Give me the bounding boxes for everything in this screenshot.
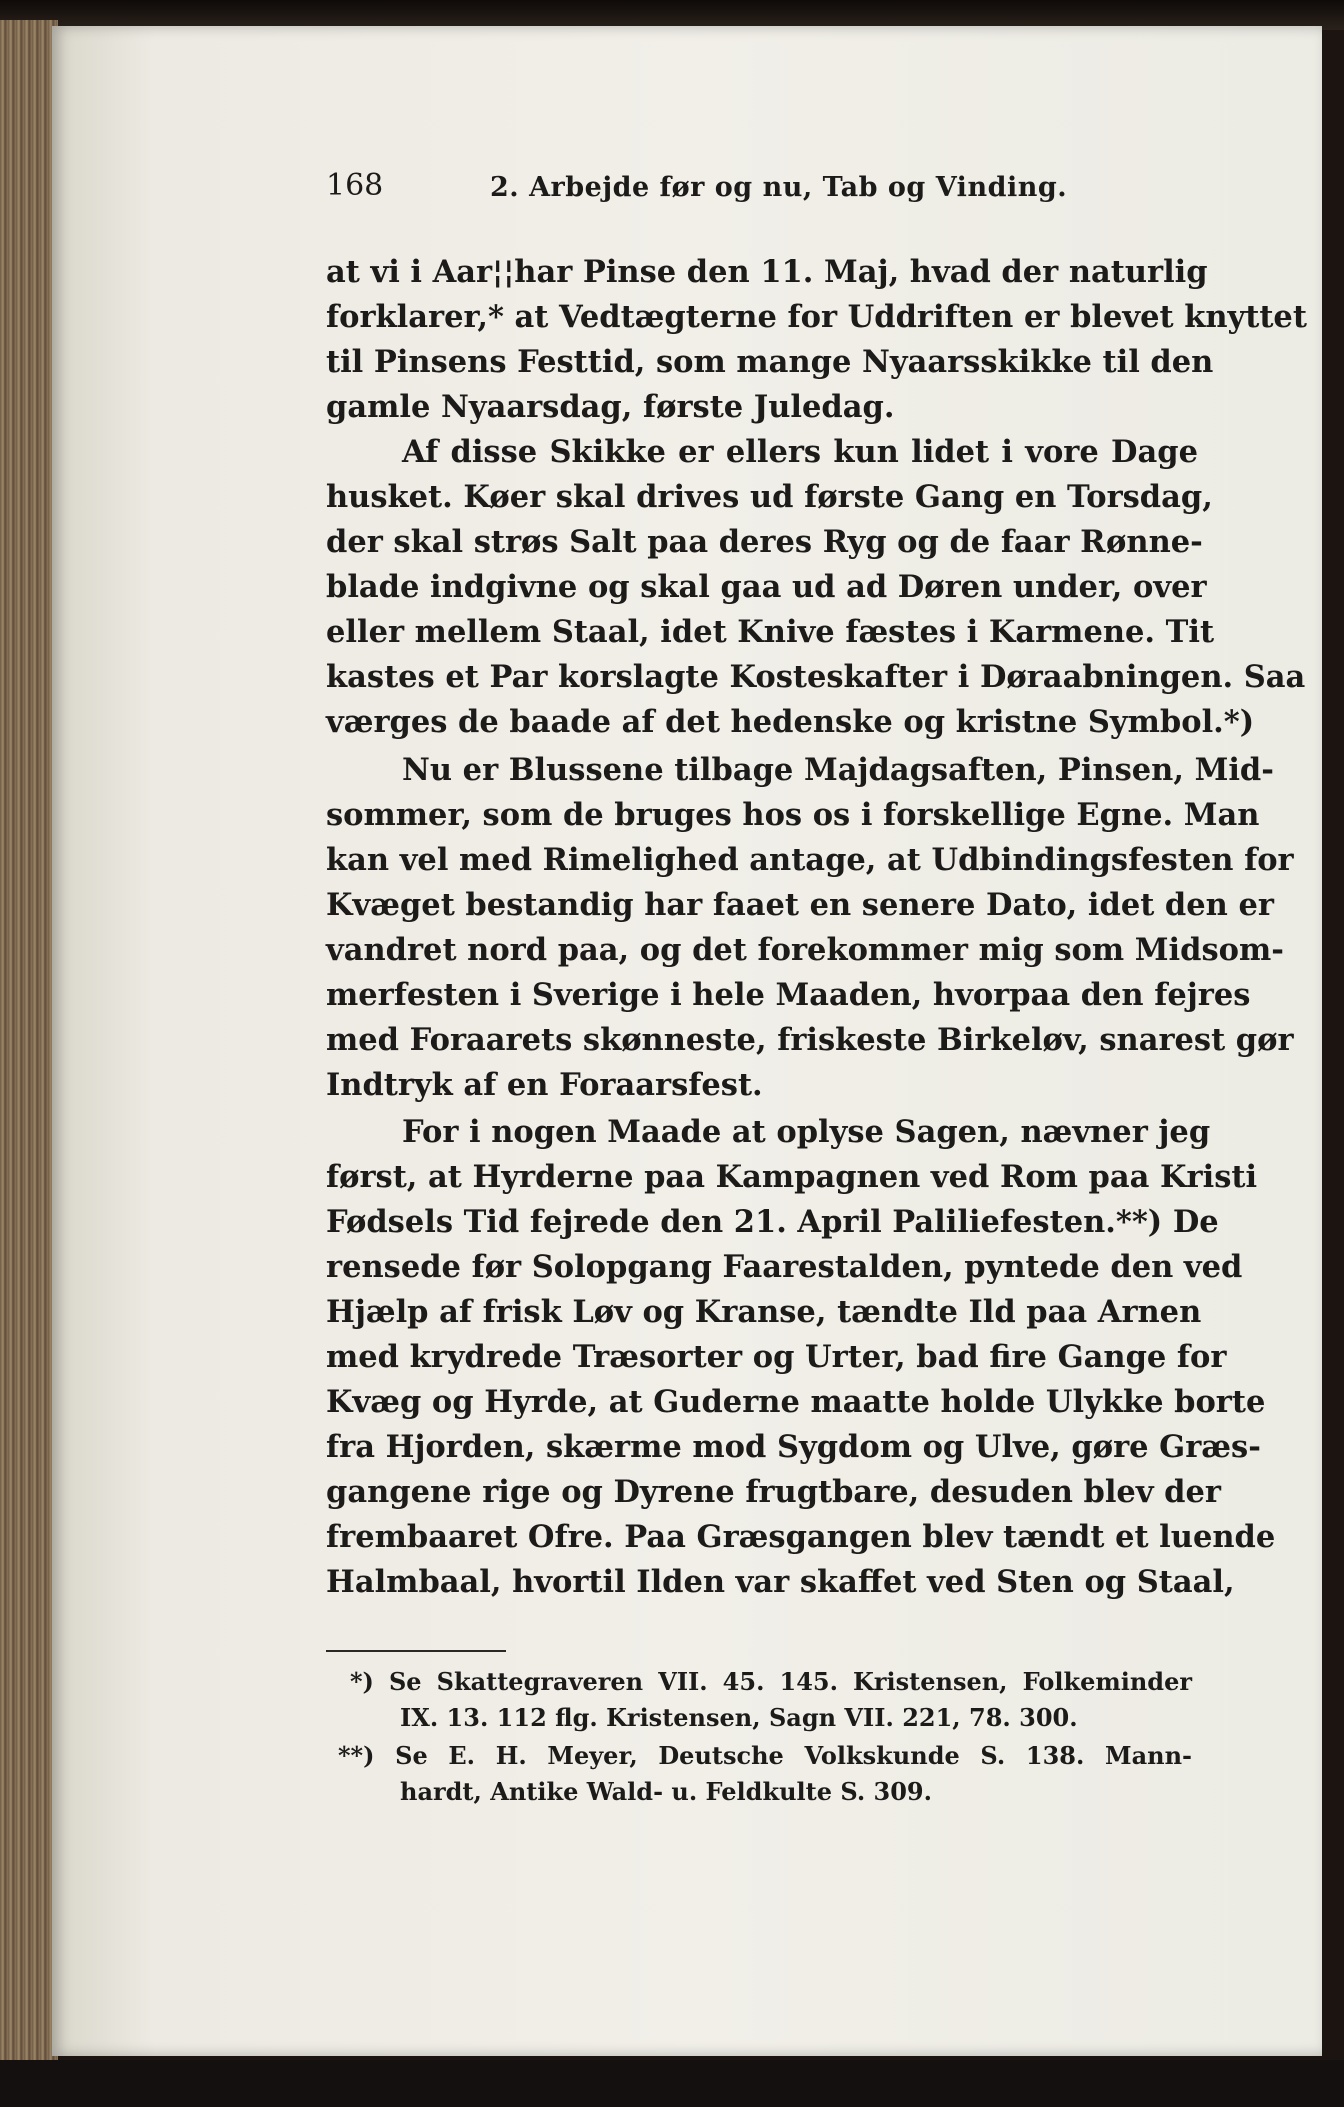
- body-line: Kvæg og Hyrde, at Guderne maatte holde Ulykke borte: [326, 1384, 1266, 1420]
- body-line: rensede før Solopgang Faarestalden, pyntede den ved: [326, 1249, 1243, 1285]
- book-spine: [0, 20, 58, 2070]
- footnote-line: IX. 13. 112 flg. Kristensen, Sagn VII. 221, 78. 300.: [400, 1703, 1078, 1732]
- body-line: blade indgivne og skal gaa ud ad Døren under, over: [326, 569, 1207, 605]
- footnote-line: **) Se E. H. Meyer, Deutsche Volkskunde S. 138. Mann-: [338, 1741, 1192, 1770]
- body-line: forklarer,* at Vedtægterne for Uddriften er blevet knyttet: [326, 299, 1307, 335]
- body-line: gangene rige og Dyrene frugtbare, desuden blev der: [326, 1474, 1221, 1510]
- body-line: Hjælp af frisk Løv og Kranse, tændte Ild paa Arnen: [326, 1294, 1202, 1330]
- body-line: frembaaret Ofre. Paa Græsgangen blev tændt et luende: [326, 1519, 1276, 1555]
- body-line: Kvæget bestandig har faaet en senere Dato, idet den er: [326, 887, 1274, 923]
- body-line: med krydrede Træsorter og Urter, bad fire Gange for: [326, 1339, 1227, 1375]
- page-header: [326, 168, 1344, 218]
- body-line: fra Hjorden, skærme mod Sygdom og Ulve, gøre Græs-: [326, 1429, 1261, 1465]
- footnote-rule: [326, 1650, 506, 1652]
- body-line: sommer, som de bruges hos os i forskellige Egne. Man: [326, 797, 1260, 833]
- body-line: husket. Køer skal drives ud første Gang en Torsdag,: [326, 479, 1213, 515]
- body-line: For i nogen Maade at oplyse Sagen, nævner jeg: [402, 1114, 1211, 1150]
- body-line: først, at Hyrderne paa Kampagnen ved Rom paa Kristi: [326, 1159, 1258, 1195]
- body-line: vandret nord paa, og det forekommer mig som Midsom-: [326, 932, 1284, 968]
- body-line: med Foraarets skønneste, friskeste Birkeløv, snarest gør: [326, 1022, 1294, 1058]
- body-line: gamle Nyaarsdag, første Juledag.: [326, 389, 895, 425]
- book-bottom-edge: [0, 2060, 1344, 2107]
- body-line: merfesten i Sverige i hele Maaden, hvorpaa den fejres: [326, 977, 1251, 1013]
- body-line: eller mellem Staal, idet Knive fæstes i Karmene. Tit: [326, 614, 1215, 650]
- footnote-line: *) Se Skattegraveren VII. 45. 145. Kristensen, Folkeminder: [350, 1667, 1192, 1696]
- body-line: til Pinsens Festtid, som mange Nyaarsskikke til den: [326, 344, 1214, 380]
- body-line: værges de baade af det hedenske og kristne Symbol.*): [326, 704, 1255, 740]
- footnote-line: hardt, Antike Wald- u. Feldkulte S. 309.: [400, 1777, 932, 1806]
- body-line: Indtryk af en Foraarsfest.: [326, 1067, 763, 1103]
- body-line: kastes et Par korslagte Kosteskafter i Døraabningen. Saa: [326, 659, 1306, 695]
- body-line: der skal strøs Salt paa deres Ryg og de faar Rønne-: [326, 524, 1203, 560]
- page-number: 168: [326, 168, 384, 203]
- body-line: kan vel med Rimelighed antage, at Udbindingsfesten for: [326, 842, 1294, 878]
- body-line: Af disse Skikke er ellers kun lidet i vore Dage: [402, 434, 1198, 470]
- running-head: 2. Arbejde før og nu, Tab og Vinding.: [490, 172, 1068, 203]
- body-line: at vi i Aar¦¦har Pinse den 11. Maj, hvad der naturlig: [326, 254, 1208, 290]
- body-line: Fødsels Tid fejrede den 21. April Paliliefesten.**) De: [326, 1204, 1219, 1240]
- body-line: Nu er Blussene tilbage Majdagsaften, Pinsen, Mid-: [402, 752, 1274, 788]
- body-line: Halmbaal, hvortil Ilden var skaffet ved Sten og Staal,: [326, 1564, 1235, 1600]
